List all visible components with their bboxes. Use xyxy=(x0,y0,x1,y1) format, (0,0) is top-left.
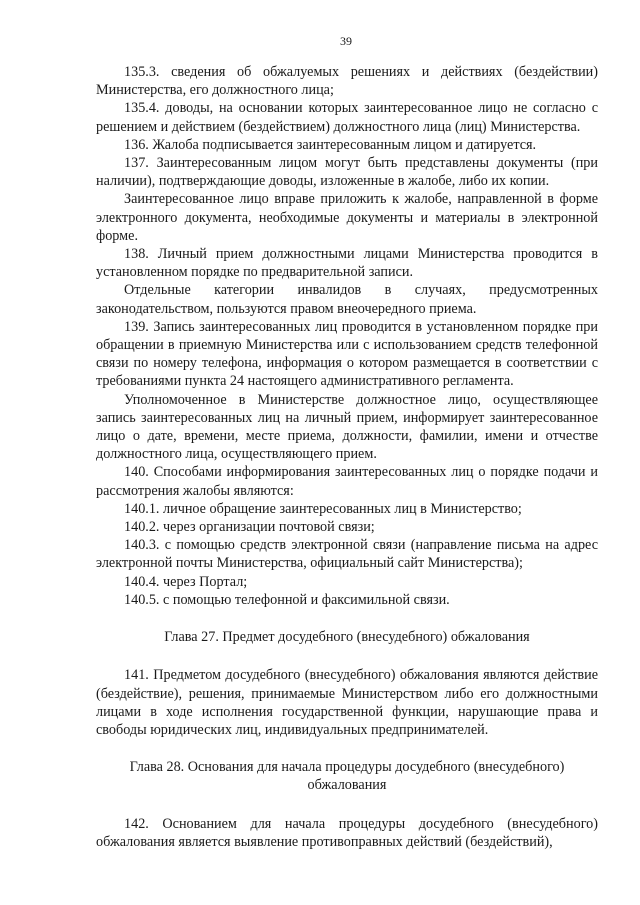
section-block-3 xyxy=(96,815,598,851)
paragraph-135-4: 135.4. доводы, на основании которых заинтересованное лицо не согласно с решением и действием (бездействием) должностного лица (лиц) Министерства. xyxy=(96,100,598,135)
page-number: 39 xyxy=(340,34,352,48)
paragraph-142: 142. Основанием для начала процедуры досудебного (внесудебного) обжалования является выявление противоправных действий (бездействий), xyxy=(96,815,598,850)
paragraph-140-4: 140.4. через Портал; xyxy=(124,573,248,590)
paragraph-138: 138. Личный прием должностными лицами Министерства проводится в установленном порядке по предварительной записи. xyxy=(96,246,598,281)
paragraph-137-attachments: Заинтересованное лицо вправе приложить к жалобе, направленной в форме электронного документа, необходимые документы и материалы в электронной форме. xyxy=(96,191,598,244)
section-block-2 xyxy=(96,666,598,739)
paragraph-140-3: 140.3. с помощью средств электронной связи (направление письма на адрес электронной почты Министерства, официальный сайт Министерства); xyxy=(96,537,598,572)
paragraph-138-disabled: Отдельные категории инвалидов в случаях, предусмотренных законодательством, пользуются правом внеочередного приема. xyxy=(96,282,598,317)
chapter-28-heading-line-2: обжалования xyxy=(307,777,387,794)
chapter-28-heading-line-1: Глава 28. Основания для начала процедуры досудебного (внесудебного) xyxy=(129,759,565,776)
paragraph-137: 137. Заинтересованным лицом могут быть представлены документы (при наличии), подтверждающие доводы, изложенные в жалобе, либо их копии. xyxy=(96,155,598,190)
paragraph-140: 140. Способами информирования заинтересованных лиц о порядке подачи и рассмотрения жалобы являются: xyxy=(96,464,598,499)
paragraph-141: 141. Предметом досудебного (внесудебного) обжалования являются действие (бездействие), решения, принимаемые Министерством либо его должностными лицами в ходе исполнения государственной функции, нарушающие права и свободы юридических лиц, индивидуальных предпринимателей. xyxy=(96,667,598,738)
paragraph-136: 136. Жалоба подписывается заинтересованным лицом и датируется. xyxy=(124,136,537,153)
paragraph-140-2: 140.2. через организации почтовой связи; xyxy=(124,519,375,536)
chapter-28-heading xyxy=(96,758,598,794)
paragraph-139-official: Уполномоченное в Министерстве должностное лицо, осуществляющее запись заинтересованных лиц на личный прием, информирует заинтересованное лицо о дате, времени, месте приема, должности, фамилии, имени и отчестве должностного лица, осуществляющего прием. xyxy=(96,391,598,463)
paragraph-140-5: 140.5. с помощью телефонной и факсимильной связи. xyxy=(124,591,450,608)
paragraph-140-1: 140.1. личное обращение заинтересованных лиц в Министерство; xyxy=(124,500,522,517)
paragraph-135-3: 135.3. сведения об обжалуемых решениях и действиях (бездействии) Министерства, его должностного лица; xyxy=(96,64,598,99)
chapter-27-heading: Глава 27. Предмет досудебного (внесудебного) обжалования xyxy=(164,629,530,646)
paragraph-139: 139. Запись заинтересованных лиц проводится в установленном порядке при обращении в приемную Министерства или с использованием средств телефонной связи по номеру телефона, информация о котором размещается в соответствии с требованиями пункта 24 настоящего административного регламента. xyxy=(96,318,598,390)
section-block-1 xyxy=(96,63,598,609)
